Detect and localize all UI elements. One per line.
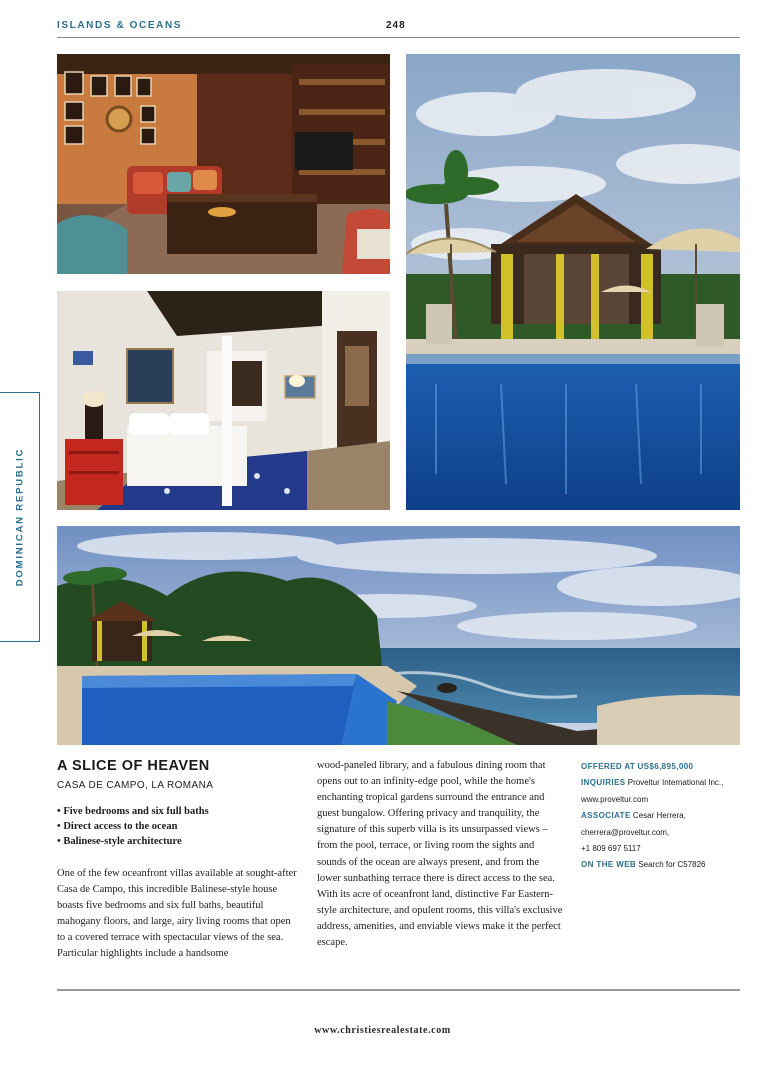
footer-url[interactable]: www.christiesrealestate.com [314, 1025, 451, 1036]
bedroom-photo [57, 291, 390, 510]
offered-label: OFFERED AT [581, 762, 636, 771]
associate-line [581, 808, 743, 824]
inquiries-company[interactable]: Proveltur International Inc., www.proveltur.com [581, 778, 724, 804]
description-column-2: wood-paneled library, and a fabulous dining room that opens out to an infinity-edge pool, while the home's enchanting tropical gardens surround the entrance and guest bungalow. Offering privacy and tranquility, the signature of this superb villa is its unsurpassed views – from the pool, terrace, or living room the sights and sounds of the ocean are always present, and from the lower sunbathing terrace there is direct access to the sea. With its acre of oceanfront land, distinctive Far Eastern-style architecture, and opulent rooms, this villa's exclusive address, amenities, and enviable views make it the perfect escape. [317, 760, 563, 949]
feature-item: • Five bedrooms and six full baths [57, 804, 297, 819]
feature-item: • Direct access to the ocean [57, 819, 297, 834]
web-label: ON THE WEB [581, 860, 637, 870]
region-side-tab [0, 392, 40, 642]
top-divider [57, 37, 740, 38]
description-column-1: One of the few oceanfront villas available at sought-after Casa de Campo, this incredible Balinese-style house boasts five bedrooms and six full baths, beautiful mahogany floors, and large, airy living rooms that open to a covered terrace with spectacular views of the sea. Particular highlights include a handsome [57, 868, 297, 960]
feature-list [57, 804, 297, 849]
listing-info [581, 759, 743, 874]
feature-item: • Balinese-style architecture [57, 834, 297, 849]
inquiries-line [581, 775, 743, 808]
associate-label: ASSOCIATE [581, 811, 631, 821]
associate-phone: +1 809 697 5117 [581, 844, 641, 854]
bottom-divider [57, 989, 740, 991]
section-title: ISLANDS & OCEANS [57, 20, 183, 31]
page-number: 248 [386, 20, 406, 31]
inquiries-label: INQUIRIES [581, 778, 626, 788]
listing-title: A SLICE OF HEAVEN [57, 758, 210, 774]
listing-location: CASA DE CAMPO, LA ROMANA [57, 780, 214, 791]
offered-line [581, 759, 743, 775]
offered-price: US$6,895,000 [637, 762, 694, 771]
ocean-panorama-photo [57, 526, 740, 745]
associate-email[interactable]: cherrera@proveltur.com, [581, 827, 670, 837]
region-label: DOMINICAN REPUBLIC [14, 447, 25, 587]
web-reference: Search for C57826 [638, 860, 706, 870]
pool-pavilion-photo [406, 54, 740, 510]
web-line [581, 857, 743, 873]
living-room-photo [57, 54, 390, 274]
associate-name: Cesar Herrera, [632, 811, 686, 821]
